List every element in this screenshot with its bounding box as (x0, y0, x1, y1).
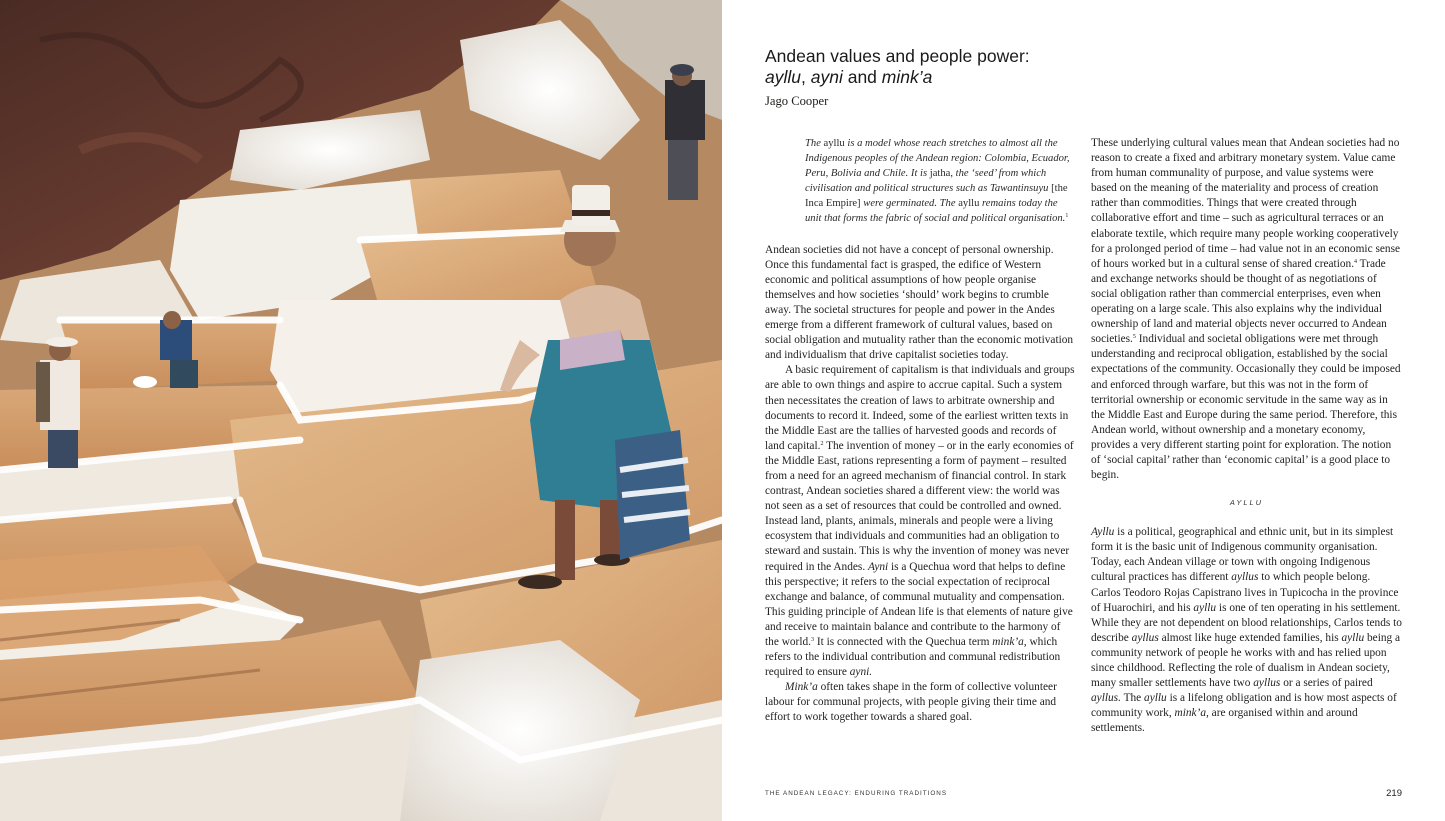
running-head: THE ANDEAN LEGACY: ENDURING TRADITIONS (765, 790, 948, 797)
epigraph-text: the ‘seed’ from which civilisation and political structures such as Tawantinsuyu (805, 168, 1049, 195)
title-term-minka: mink’a (881, 67, 933, 87)
paragraph: A basic requirement of capitalism is that individuals and groups are able to own things and aspire to accrue capital. Such a system then necessitates the creation of laws to arbitrate ownership and documents to record it. Indeed, some of the earliest written texts in the Middle East are the tallies of harvested goods and records of land capital.$^2$ The invention of money – or in the early economies of the Middle East, rations representing a form of payment – resulted from a need for an agreed mechanism of financial control. In stark contrast, Andean societies shared a different view: the world was not seen as a set of resources that could be controlled and owned. Instead land, plants, animals, minerals and people were a living ecosystem that individuals and communities had an obligation to steward and sustain. This is why the invention of money was never required in the Andes. Ayni is a Quechua word that helps to define this perspective; it refers to the social expectation of reciprocal exchange and balance, of communal mutuality and compensation. This guiding principle of Andean life is that elements of nature give and receive to maintain balance and contribute to the harmony of the world.$^3$ It is connected with the Quechua term mink’a, which refers to the individual contribution and communal redistribution required to ensure ayni. (765, 364, 1075, 679)
epigraph-text: is a model whose reach stretches to almost all the Indigenous peoples of the Andean region: Colombia, Ecuador, Peru, Bolivia and Chile. It is (805, 138, 1070, 180)
article-title (765, 46, 1030, 88)
epigraph-term: ayllu (958, 198, 980, 210)
footnote-ref: 1 (1065, 213, 1069, 220)
title-and: and (842, 67, 882, 87)
epigraph-term: [the Inca Empire] (805, 183, 1068, 210)
epigraph-text: The (805, 138, 821, 149)
epigraph-text: remains today the unit that forms the fabric of social and political organisation. (805, 198, 1066, 225)
paragraph: Andean societies did not have a concept of personal ownership. Once this fundamental fact is grasped, the edifice of Western economic and political assumptions of how people organise themselves and how societies ‘should’ work begins to crumble away. The societal structures for people and power in the Andes emerge from a different framework of cultural values, based on social obligation and mutuality rather than the economic motivation and individualism that drive capitalist societies today. (765, 243, 1074, 362)
footnote-ref: 5 (1132, 334, 1136, 341)
title-sep: , (801, 67, 811, 87)
text-column-right (1091, 136, 1402, 736)
title-line-1: Andean values and people power: (765, 46, 1030, 66)
article-author: Jago Cooper (765, 94, 829, 108)
epigraph-text: were germinated. The (863, 198, 956, 210)
title-line-2 (765, 67, 1030, 88)
paragraph: Ayllu is a political, geographical and ethnic unit, but in its simplest form it is the basic unit of Indigenous community organisation. Today, each Andean village or town with ongoing Indigenous cultural practices has different ayllus to which people belong. Carlos Teodoro Rojas Capistrano lives in Tupicocha in the province of Huarochiri, and his ayllu is one of ten operating in his settlement. While they are not dependent on blood relationships, Carlos tends to describe ayllus almost like huge extended families, his ayllu being a community network of people he works with and has relied upon since childhood. Reflecting the role of dualism in Andean society, many smaller settlements have two ayllus or a series of paired ayllus. The ayllu is a lifelong obligation and is how most aspects of community work, mink’a, are organised within and around settlements. (1091, 526, 1402, 735)
salt-pans-photograph (0, 0, 722, 821)
paragraph: Mink’a often takes shape in the form of collective volunteer labour for communal projects, with people giving their time and effort to work together towards a shared goal. (765, 681, 1057, 724)
epigraph-term: ayllu (823, 138, 845, 149)
footnote-ref: 3 (811, 637, 814, 643)
epigraph-term: jatha, (929, 168, 954, 180)
epigraph (805, 136, 1076, 227)
page-number: 219 (1386, 788, 1402, 799)
title-term-ayni: ayni (810, 67, 843, 87)
footnote-ref: 4 (1354, 258, 1358, 265)
text-page (722, 0, 1445, 821)
section-subheading: AYLLU (1229, 498, 1264, 508)
title-term-ayllu: ayllu (765, 67, 801, 87)
text-column-left (765, 136, 1076, 726)
footnote-ref: 2 (820, 440, 824, 447)
paragraph: These underlying cultural values mean that Andean societies had no reason to create a fixed and arbitrary monetary system. Value came from human communality of purpose, and value systems were based on the meaning of the materiality and process of creation rather than commodities. Things that were created through collaborative effort and time – such as agricultural terraces or an elaborate textile, which require many people working cooperatively for a prolonged period of time – had value not in an economic sense of hours worked but in a cultural sense of shared creation.$^4$ Trade and exchange networks should be thought of as negotiations of social obligation rather than commercial enterprises, even when operating on a large scale. This also explains why the individual ownership of land and material objects never occurred to Andean societies.$^5$ Individual and societal obligations were met through understanding and reciprocal obligation, established by the social expectations of the community. Occasionally they could be imposed and enforced through warfare, but this was not in the form of territorial ownership or economic servitude in the same way as in the Middle East and Europe during the same period. Therefore, this Andean world, without ownership and a monetary economy, provides a very different starting point for exploration. The notion of ‘social capital’ rather than ‘economic capital’ is a good place to begin. (1091, 137, 1401, 482)
